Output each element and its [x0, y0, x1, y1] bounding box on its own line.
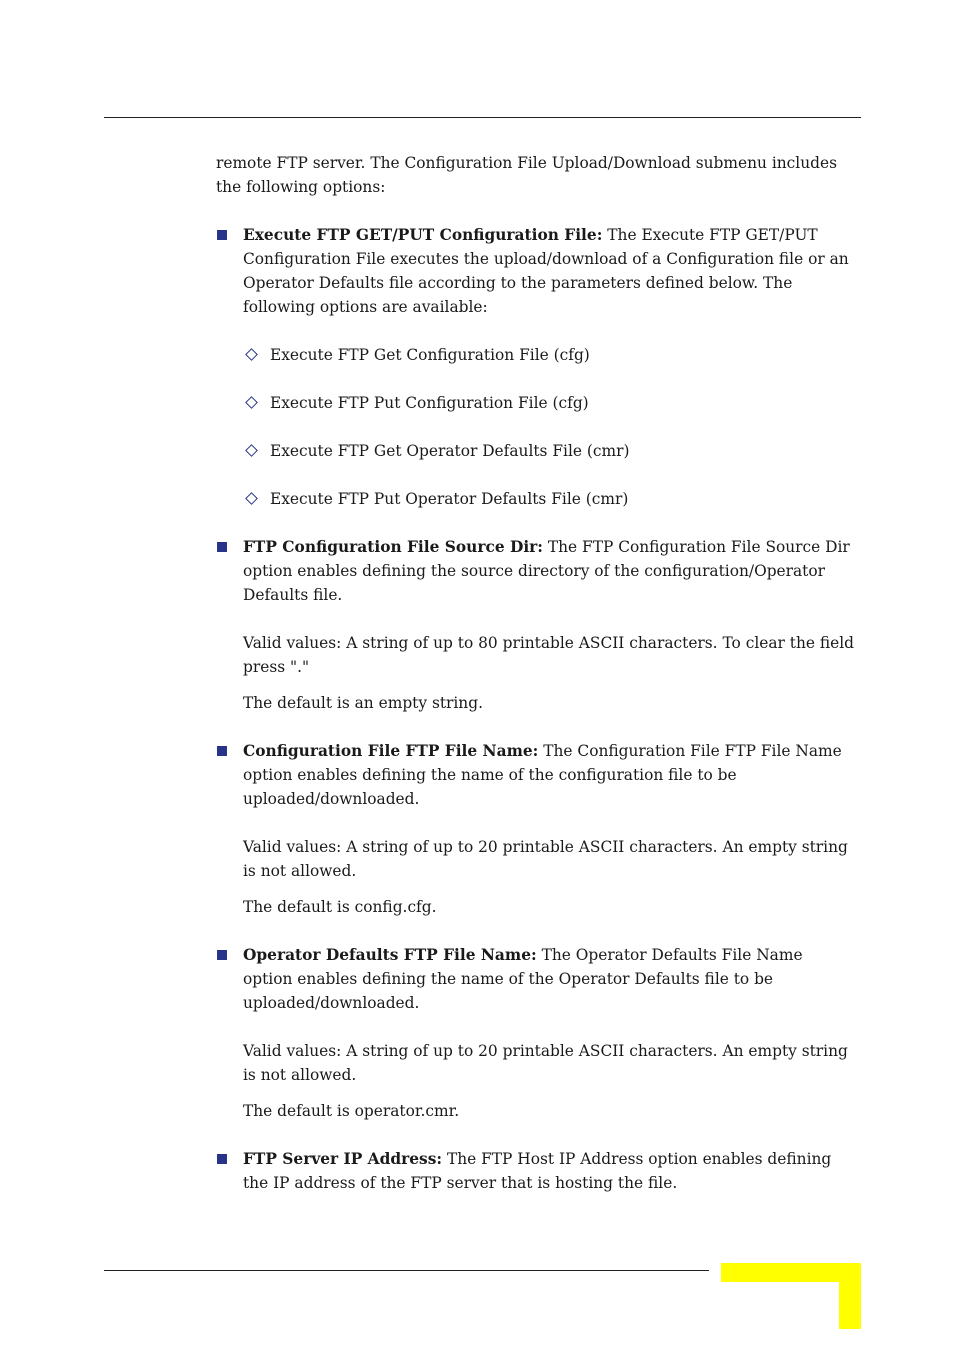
- square-bullet-icon: [217, 746, 227, 756]
- square-bullet-icon: [217, 950, 227, 960]
- option-description: The FTP Configuration File Source Dir option enables defining the source directory of the configuration/Operator Defaults file.: [243, 538, 850, 604]
- option-term: FTP Server IP Address:: [243, 1150, 443, 1168]
- sub-option: [216, 439, 856, 463]
- option-config-file-name: [216, 739, 856, 811]
- sub-option-label: Execute FTP Get Operator Defaults File (cmr): [270, 442, 630, 460]
- option-execute-ftp: [216, 223, 856, 319]
- sub-option-label: Execute FTP Put Configuration File (cfg): [270, 394, 589, 412]
- option-operator-file-name: [216, 943, 856, 1015]
- sub-option: [216, 487, 856, 511]
- option-term: Configuration File FTP File Name:: [243, 742, 539, 760]
- option-ftp-server-ip: [216, 1147, 856, 1195]
- footer-rule: [104, 1270, 709, 1271]
- option-source-dir: [216, 535, 856, 607]
- diamond-bullet-icon: [245, 348, 258, 361]
- option-description: The Configuration File FTP File Name option enables defining the name of the configuration file to be uploaded/downloaded.: [243, 742, 842, 808]
- option-description: The Execute FTP GET/PUT Configuration File executes the upload/download of a Configuration file or an Operator Defaults file according to the parameters defined below. The following options are available:: [243, 226, 849, 316]
- sub-option-label: Execute FTP Get Configuration File (cfg): [270, 346, 590, 364]
- diamond-bullet-icon: [245, 396, 258, 409]
- sub-option-label: Execute FTP Put Operator Defaults File (cmr): [270, 490, 629, 508]
- header-rule: [104, 117, 861, 118]
- default-value-text: The default is operator.cmr.: [243, 1102, 460, 1120]
- default-value-text: The default is an empty string.: [243, 694, 483, 712]
- page-body: [216, 151, 856, 1219]
- option-term: Execute FTP GET/PUT Configuration File:: [243, 226, 603, 244]
- diamond-bullet-icon: [245, 444, 258, 457]
- sub-option: [216, 391, 856, 415]
- page-corner-marker-tab: [839, 1263, 861, 1329]
- valid-values-text: Valid values: A string of up to 20 printable ASCII characters. An empty string is not allowed.: [243, 1042, 848, 1084]
- square-bullet-icon: [217, 542, 227, 552]
- option-term: FTP Configuration File Source Dir:: [243, 538, 543, 556]
- valid-values-text: Valid values: A string of up to 20 printable ASCII characters. An empty string is not allowed.: [243, 838, 848, 880]
- sub-option: [216, 343, 856, 367]
- default-value-text: The default is config.cfg.: [243, 898, 437, 916]
- option-description: The FTP Host IP Address option enables defining the IP address of the FTP server that is hosting the file.: [243, 1150, 832, 1192]
- option-description: The Operator Defaults File Name option enables defining the name of the Operator Defaults file to be uploaded/downloaded.: [243, 946, 803, 1012]
- square-bullet-icon: [217, 1154, 227, 1164]
- intro-paragraph: remote FTP server. The Configuration File Upload/Download submenu includes the following options:: [216, 154, 837, 196]
- valid-values-text: Valid values: A string of up to 80 printable ASCII characters. To clear the field press ".": [243, 634, 855, 676]
- square-bullet-icon: [217, 230, 227, 240]
- diamond-bullet-icon: [245, 492, 258, 505]
- option-term: Operator Defaults FTP File Name:: [243, 946, 537, 964]
